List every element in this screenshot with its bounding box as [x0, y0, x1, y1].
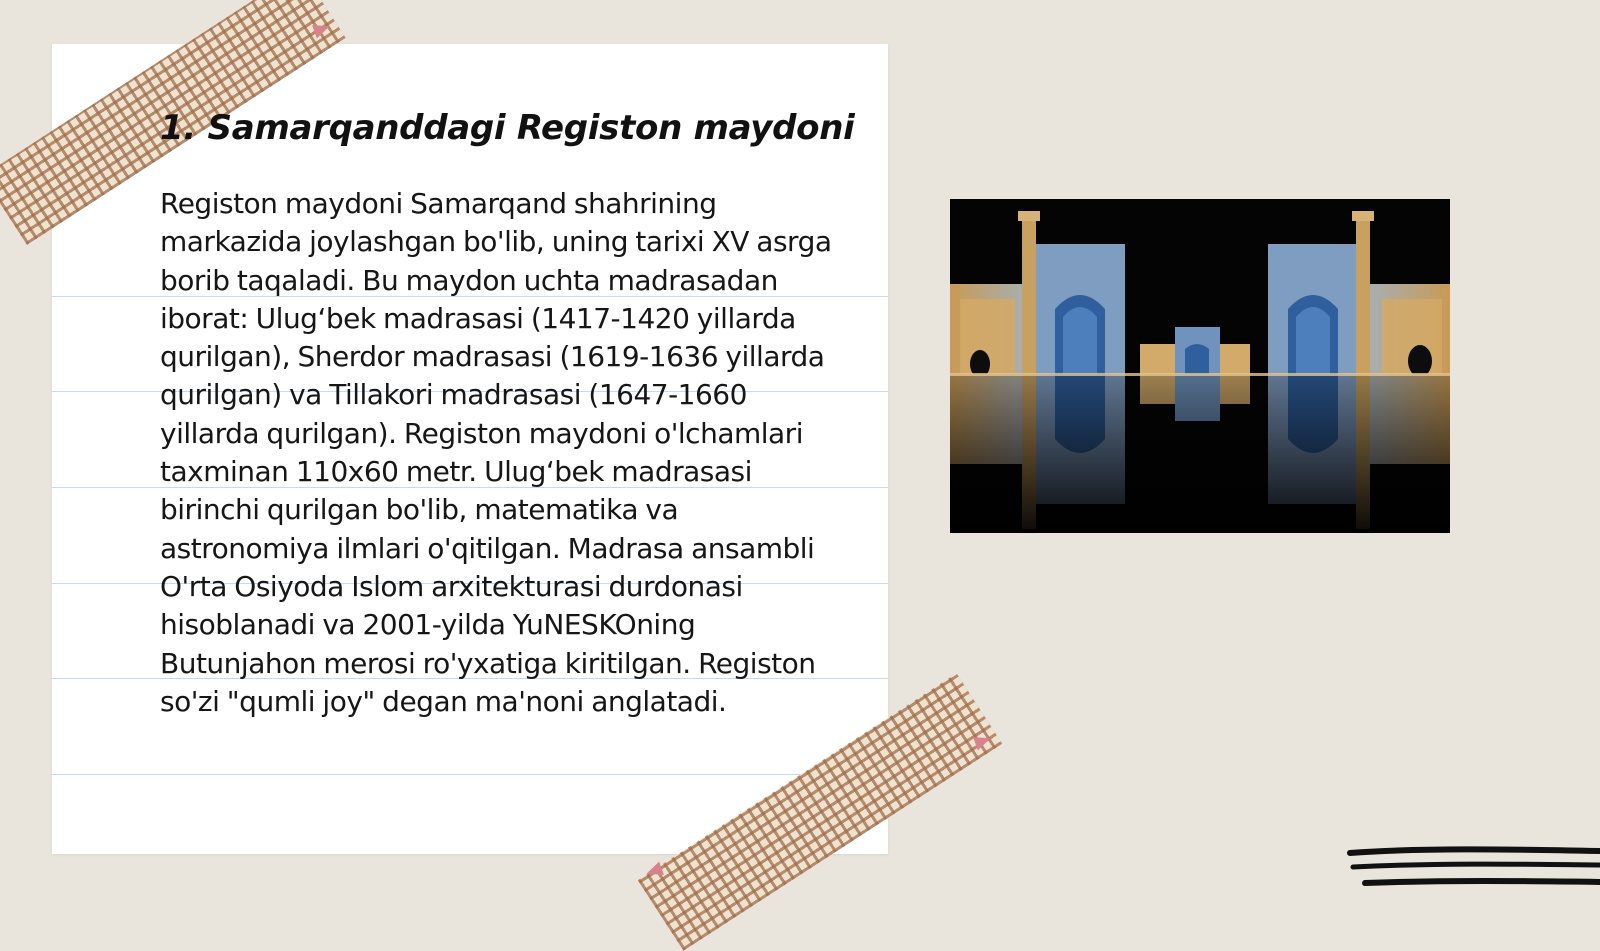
ruled-line [52, 774, 888, 775]
slide-title: 1. Samarqanddagi Registon maydoni [160, 108, 855, 148]
registon-photo [950, 199, 1450, 533]
brush-strokes-decoration [1345, 845, 1600, 900]
body-paragraph: Registon maydoni Samarqand shahrining markazida joylashgan bo'lib, uning tarixi XV asrga borib taqaladi. Bu maydon uchta madrasadan iborat: Ulug‘bek madrasasi (1417-1420 yillarda qurilgan), Sherdor madrasasi (1619-1636 yillarda qurilgan) va Tillakori madrasasi (1647-1660 yillarda qurilgan). Registon maydoni o'lchamlari taxminan 110x60 metr. Ulug‘bek madrasasi birinchi qurilgan bo'lib, matematika va astronomiya ilmlari o'qitilgan. Madrasa ansambli O'rta Osiyoda Islom arxitekturasi durdonasi hisoblanadi va 2001-yilda YuNESKOning Butunjahon merosi ro'yxatiga kiritilgan. Registon so'zi "qumli joy" degan ma'noni anglatadi. [160, 187, 832, 718]
